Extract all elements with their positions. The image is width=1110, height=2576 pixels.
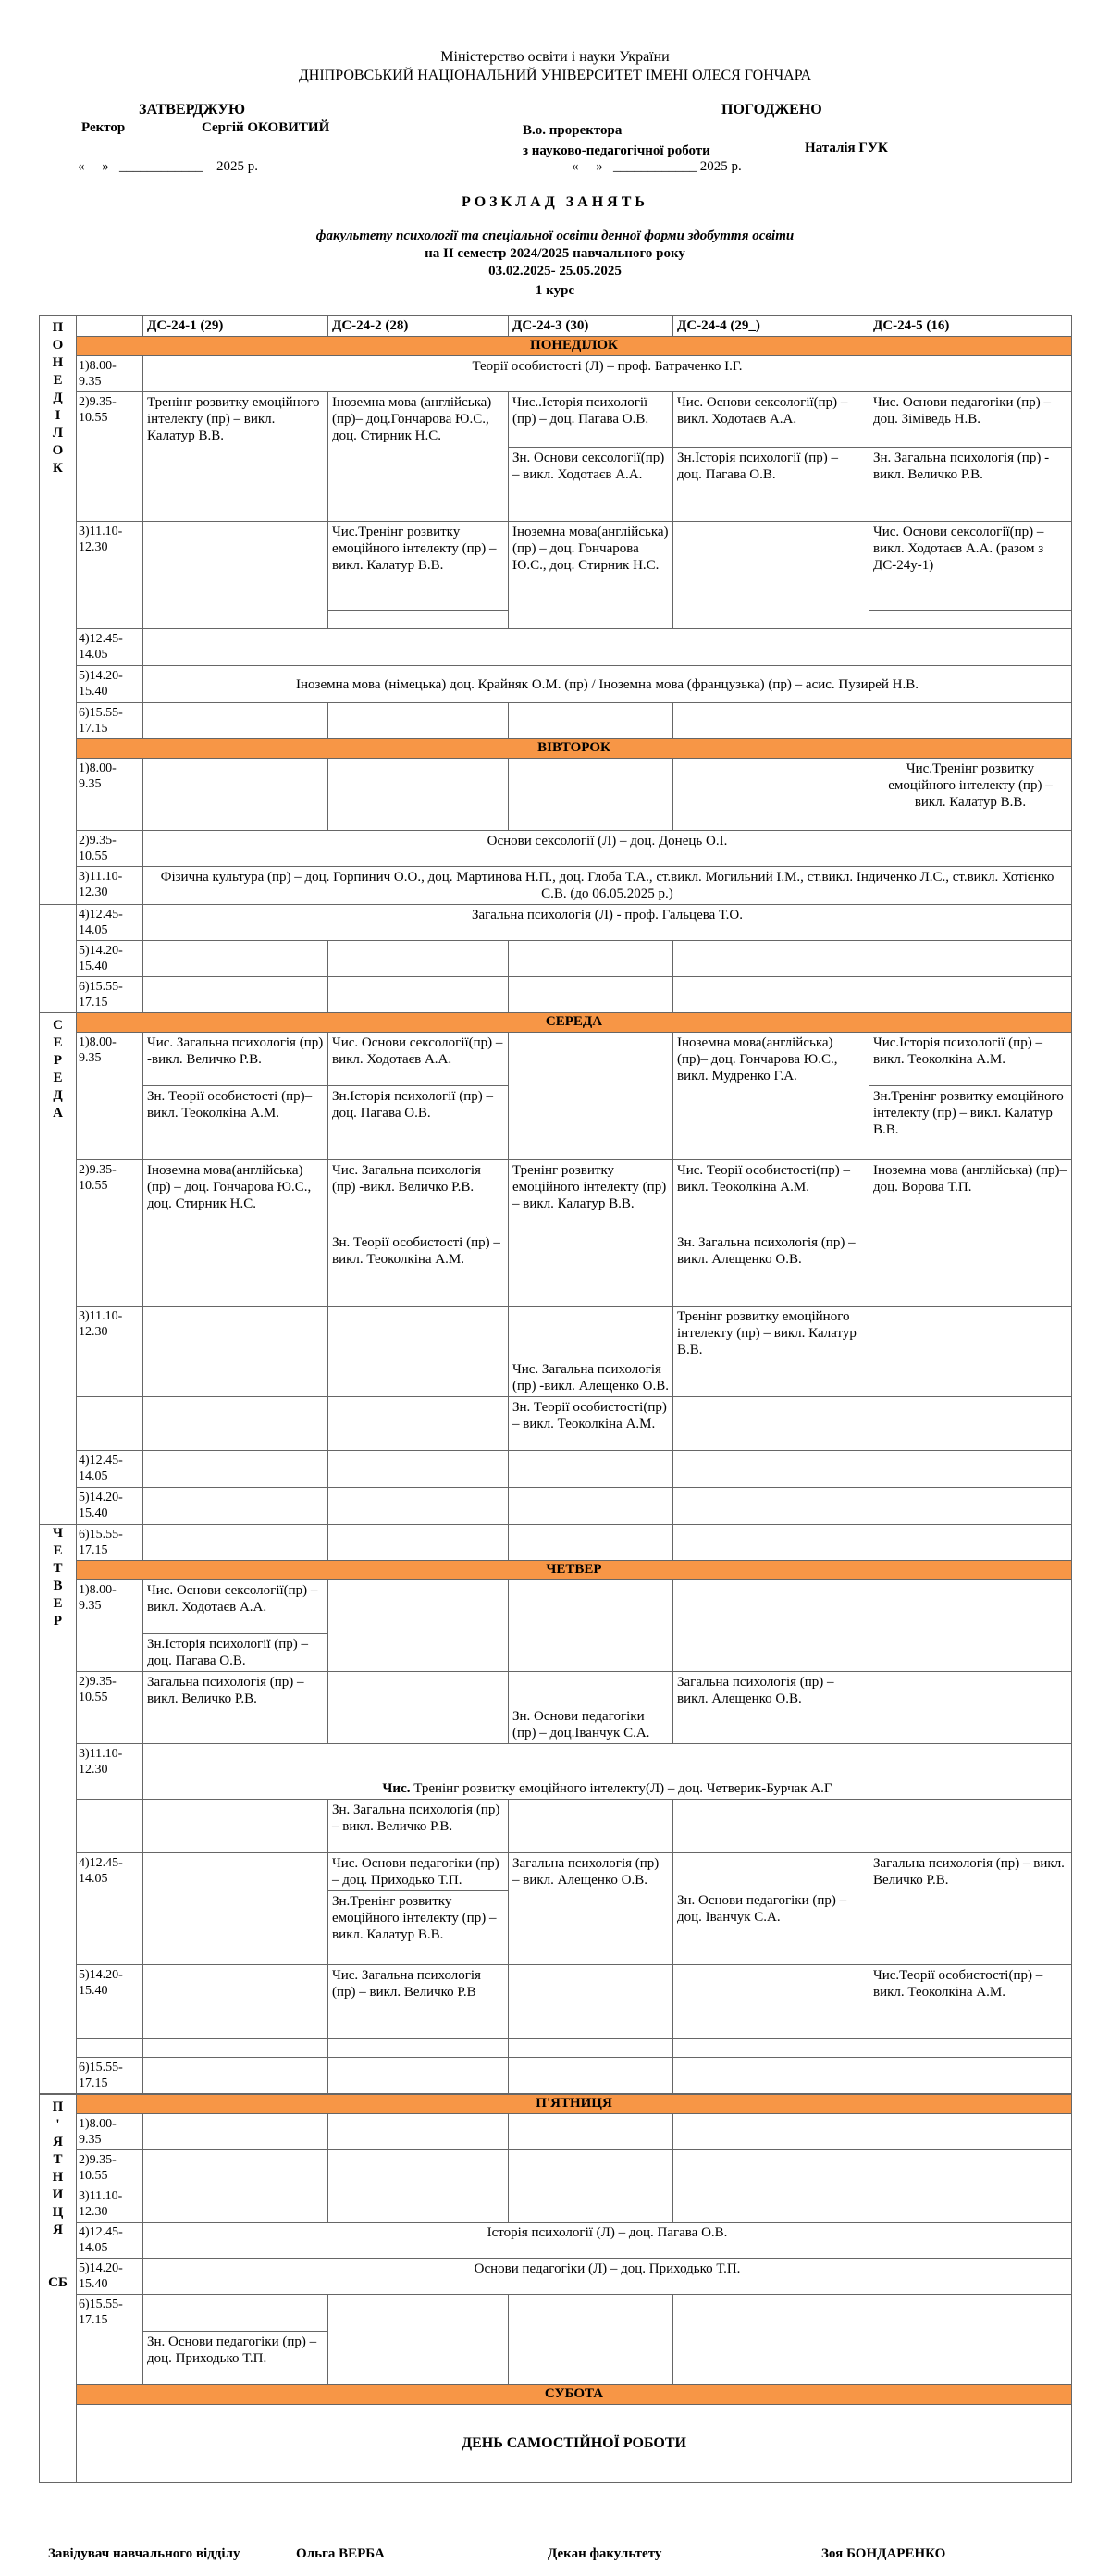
lesson-cell: Зн.Тренінг розвитку емоційного інтелекту (пр) – викл. Калатур В.В. (870, 1086, 1072, 1160)
lesson-cell: Чис. Основи педагогіки (пр) – доц. Зіміведь Н.В. (870, 392, 1072, 448)
lesson-cell: Фізична культура (пр) – доц. Горпинич О.О., доц. Мартинова Н.П., доц. Глоба Т.А., ст.викл. Могильний І.М., ст.викл. Індиченко Л.С., ст.викл. Хотієнко С.В. (до 06.05.2025 р.) (143, 867, 1072, 905)
lesson-cell: Чис. Загальна психологія (пр) -викл. Величко Р.В. (143, 1033, 328, 1086)
lesson-cell: Іноземна мова (англійська) (пр)– доц. Ворова Т.П. (870, 1160, 1072, 1307)
lesson-cell: Чис. Основи сексології(пр) – викл. Ходотаєв А.А. (328, 1033, 509, 1086)
time-slot: 3)11.10- 12.30 (77, 867, 143, 905)
lesson-cell: Чис.Теорії особистості(пр) – викл. Теоколкіна А.М. (870, 1965, 1072, 2039)
lesson-cell: Іноземна мова(англійська) (пр) – доц. Гончарова Ю.С., доц. Стирник Н.С. (143, 1160, 328, 1307)
schedule-table (39, 315, 1071, 2483)
day-band-thu: ЧЕТВЕР (77, 1561, 1072, 1580)
time-slot: 1)8.00- 9.35 (77, 759, 143, 831)
time-slot: 5)14.20- 15.40 (77, 666, 143, 703)
time-slot: 2)9.35- 10.55 (77, 1160, 143, 1307)
lesson-cell: Чис..Історія психології (пр) – доц. Пагава О.В. (509, 392, 673, 448)
footer-left-title: Завідувач навчального відділу (48, 2546, 240, 2561)
ministry-name: Міністерство освіти і науки України (440, 49, 670, 65)
approve-label: ЗАТВЕРДЖУЮ (139, 102, 246, 118)
vice-rector-title (523, 120, 710, 161)
lesson-cell: Зн.Історія психології (пр) – доц. Пагава О.В. (328, 1086, 509, 1160)
lesson-text: Тренінг розвитку емоційного інтелекту(Л) – доц. Четверик-Бурчак А.Г (410, 1781, 832, 1796)
time-slot: 2)9.35- 10.55 (77, 392, 143, 522)
lesson-cell: Іноземна мова(англійська) (пр) – доц. Гончарова Ю.С., доц. Стирник Н.С. (509, 522, 673, 629)
time-slot: 3)11.10- 12.30 (77, 2186, 143, 2223)
lesson-cell: Зн. Теорії особистості (пр)– викл. Теоколкіна А.М. (143, 1086, 328, 1160)
time-slot: 5)14.20- 15.40 (77, 1965, 143, 2039)
lesson-cell: Чис. Загальна психологія (пр) -викл. Алещенко О.В. (509, 1307, 673, 1397)
lesson-cell: Зн.Історія психології (пр) – доц. Пагава О.В. (143, 1634, 328, 1672)
rector-title: Ректор (81, 120, 126, 135)
lesson-cell: Історія психології (Л) – доц. Пагава О.В. (143, 2223, 1072, 2259)
day-label-thu (40, 1525, 77, 2094)
time-slot: 6)15.55- 17.15 (77, 977, 143, 1013)
day-label-thu-text: Ч Е Т В Е Р (52, 1526, 63, 1629)
lesson-cell: Зн. Основи сексології(пр) – викл. Ходотаєв А.А. (509, 448, 673, 522)
page-title: РОЗКЛАД ЗАНЯТЬ (462, 194, 648, 210)
lesson-cell (143, 1744, 1072, 1800)
lesson-cell: Чис. Основи сексології(пр) – викл. Ходотаєв А.А. (разом з ДС-24у-1) (870, 522, 1072, 611)
agreed-label: ПОГОДЖЕНО (722, 102, 822, 118)
time-slot: 3)11.10- 12.30 (77, 1307, 143, 1397)
lesson-cell: Зн. Загальна психологія (пр) – викл. Алещенко О.В. (673, 1232, 870, 1307)
lesson-cell: Тренінг розвитку емоційного інтелекту (пр) – викл. Калатур В.В. (509, 1160, 673, 1307)
lesson-cell: Загальна психологія (пр) – викл. Величко Р.В. (870, 1853, 1072, 1965)
time-slot: 3)11.10- 12.30 (77, 1744, 143, 1800)
lesson-cell: Зн. Основи педагогіки (пр) – доц. Приходько Т.П. (143, 2332, 328, 2385)
day-band-mon: ПОНЕДІЛОК (77, 337, 1072, 356)
lesson-cell: Зн. Загальна психологія (пр) - викл. Величко Р.В. (870, 448, 1072, 522)
lesson-cell: Іноземна мова(англійська) (пр)– доц. Гончарова Ю.С., викл. Мудренко Г.А. (673, 1033, 870, 1160)
vice-title-1: В.о. проректора (523, 123, 623, 138)
lesson-cell: Тренінг розвитку емоційного інтелекту (пр) – викл. Калатур В.В. (673, 1307, 870, 1397)
time-slot: 2)9.35- 10.55 (77, 831, 143, 867)
time-slot: 4)12.45- 14.05 (77, 1853, 143, 1965)
lesson-cell: Зн. Теорії особистості (пр) – викл. Теоколкіна А.М. (328, 1232, 509, 1307)
lesson-cell: Загальна психологія (пр) – викл. Алещенко О.В. (509, 1853, 673, 1965)
time-slot: 1)8.00- 9.35 (77, 1580, 143, 1672)
day-label-fri-text: П ' Я Т Н И Ц Я (52, 2099, 64, 2237)
lesson-cell: Іноземна мова (англійська) (пр)– доц.Гончарова Ю.С., доц. Стирник Н.С. (328, 392, 509, 522)
time-slot: 6)15.55- 17.15 (77, 2295, 143, 2385)
university-name: ДНІПРОВСЬКИЙ НАЦІОНАЛЬНИЙ УНІВЕРСИТЕТ ІМЕНІ ОЛЕСЯ ГОНЧАРА (298, 68, 812, 83)
rector-name: Сергій ОКОВИТИЙ (202, 120, 330, 135)
date-left: « » ____________ 2025 р. (78, 159, 258, 174)
time-slot: 1)8.00- 9.35 (77, 1033, 143, 1160)
group-header: ДС-24-4 (29_) (673, 316, 870, 337)
date-right: « » ____________ 2025 р. (572, 159, 742, 174)
course-label: 1 курс (535, 283, 575, 298)
lesson-cell: Чис. Основи сексології(пр) – викл. Ходотаєв А.А. (673, 392, 870, 448)
time-slot: 1)8.00- 9.35 (77, 2114, 143, 2150)
day-label-fri (40, 2095, 77, 2483)
lesson-cell: Основи сексології (Л) – доц. Донець О.І. (143, 831, 1072, 867)
day-band-sat: СУБОТА (77, 2385, 1072, 2405)
lesson-cell: Основи педагогіки (Л) – доц. Приходько Т.П. (143, 2259, 1072, 2295)
ministry-header (0, 48, 1110, 85)
day-band-fri: П'ЯТНИЦЯ (77, 2095, 1072, 2114)
vice-title-2: з науково-педагогічної роботи (523, 143, 710, 158)
time-slot: 4)12.45- 14.05 (77, 1451, 143, 1488)
group-header: ДС-24-3 (30) (509, 316, 673, 337)
lesson-cell: Загальна психологія (пр) – викл. Величко Р.В. (143, 1672, 328, 1744)
subtitle (0, 211, 1110, 280)
lesson-cell: Чис.Історія психології (пр) – викл. Теоколкіна А.М. (870, 1033, 1072, 1086)
lesson-cell: Теорії особистості (Л) – проф. Батраченко І.Г. (143, 356, 1072, 392)
lesson-cell: Зн. Основи педагогіки (пр) – доц.Іванчук С.А. (509, 1672, 673, 1744)
time-slot: 1)8.00- 9.35 (77, 356, 143, 392)
time-slot: 5)14.20- 15.40 (77, 941, 143, 977)
lesson-cell: Чис. Загальна психологія (пр) -викл. Величко Р.В. (328, 1160, 509, 1232)
lesson-cell: Чис. Основи сексології(пр) – викл. Ходотаєв А.А. (143, 1580, 328, 1634)
subtitle-line-2: на ІІ семестр 2024/2025 навчального року (425, 246, 685, 261)
group-header: ДС-24-1 (29) (143, 316, 328, 337)
time-slot: 4)12.45- 14.05 (77, 629, 143, 666)
lesson-cell: Зн. Основи педагогіки (пр) –доц. Іванчук С.А. (673, 1853, 870, 1965)
lesson-cell: Іноземна мова (німецька) доц. Крайняк О.М. (пр) / Іноземна мова (французька) (пр) – асис. Пузирей Н.В. (143, 666, 1072, 703)
time-slot: 4)12.45- 14.05 (77, 905, 143, 941)
day-label-sat: СБ (48, 2275, 68, 2290)
day-band-wed: СЕРЕДА (77, 1013, 1072, 1033)
subtitle-line-1: факультету психології та спеціальної освіти денної форми здобуття освіти (315, 229, 795, 243)
lesson-cell: Зн.Історія психології (пр) – доц. Пагава О.В. (673, 448, 870, 522)
lesson-cell: Чис. Основи педагогіки (пр) – доц. Приходько Т.П. (328, 1853, 509, 1891)
lesson-cell: Загальна психологія (пр) – викл. Алещенко О.В. (673, 1672, 870, 1744)
subtitle-line-3: 03.02.2025- 25.05.2025 (488, 264, 622, 279)
time-slot: 5)14.20- 15.40 (77, 2259, 143, 2295)
lesson-cell: Тренінг розвитку емоційного інтелекту (пр) – викл. Калатур В.В. (143, 392, 328, 522)
day-band-tue: ВІВТОРОК (77, 739, 1072, 759)
lesson-week-marker: Чис. (382, 1781, 411, 1796)
group-header: ДС-24-2 (28) (328, 316, 509, 337)
time-slot: 3)11.10- 12.30 (77, 522, 143, 629)
lesson-cell: Чис. Теорії особистості(пр) – викл. Теоколкіна А.М. (673, 1160, 870, 1232)
footer-right-name: Зоя БОНДАРЕНКО (821, 2546, 946, 2561)
footer-right-title: Декан факультету (548, 2546, 662, 2561)
lesson-cell: Чис.Тренінг розвитку емоційного інтелекту (пр) – викл. Калатур В.В. (870, 759, 1072, 831)
time-slot: 2)9.35- 10.55 (77, 2150, 143, 2186)
time-slot: 6)15.55- 17.15 (77, 1525, 143, 1561)
time-slot: 6)15.55- 17.15 (77, 703, 143, 739)
day-label-mon: П О Н Е Д І Л О К (40, 316, 77, 905)
self-study-day: ДЕНЬ САМОСТІЙНОЇ РОБОТИ (77, 2405, 1072, 2483)
lesson-cell: Чис.Тренінг розвитку емоційного інтелекту (пр) – викл. Калатур В.В. (328, 522, 509, 611)
time-slot: 4)12.45- 14.05 (77, 2223, 143, 2259)
day-label-wed: С Е Р Е Д А (40, 1013, 77, 1525)
time-slot: 5)14.20- 15.40 (77, 1488, 143, 1525)
vice-rector-name: Наталія ГУК (805, 141, 888, 155)
lesson-cell: Чис. Загальна психологія (пр) – викл. Величко Р.В (328, 1965, 509, 2039)
lesson-cell: Зн. Загальна психологія (пр) – викл. Величко Р.В. (328, 1800, 509, 1853)
lesson-cell: Загальна психологія (Л) - проф. Гальцева Т.О. (143, 905, 1072, 941)
lesson-cell: Зн. Теорії особистості(пр) – викл. Теоколкіна А.М. (509, 1397, 673, 1451)
lesson-cell: Зн.Тренінг розвитку емоційного інтелекту (пр) – викл. Калатур В.В. (328, 1891, 509, 1965)
time-slot: 2)9.35- 10.55 (77, 1672, 143, 1744)
groups-header-row (40, 316, 1072, 337)
footer-left-name: Ольга ВЕРБА (296, 2546, 385, 2561)
time-slot: 6)15.55- 17.15 (77, 2058, 143, 2094)
group-header: ДС-24-5 (16) (870, 316, 1072, 337)
